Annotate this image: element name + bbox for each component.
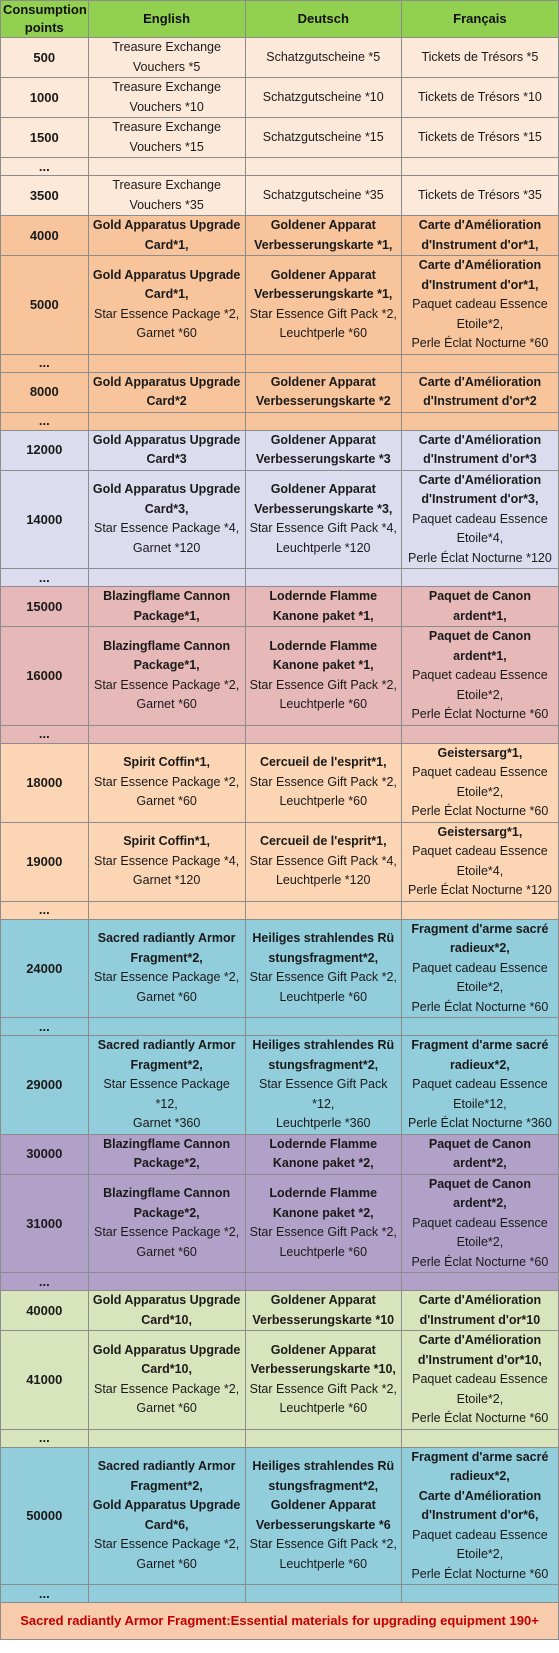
table-row: [1, 216, 559, 256]
reward-cell-de: [245, 158, 401, 176]
reward-line: Garnet *60: [136, 1244, 197, 1259]
header-francais: Français: [401, 1, 558, 38]
reward-cell-en: [88, 627, 245, 726]
reward-cell-de: [245, 1036, 401, 1135]
ellipsis-row: [1, 1018, 559, 1036]
reward-line: Spirit Coffin*1,: [123, 755, 211, 770]
reward-cell-en: [88, 1036, 245, 1135]
reward-cell-de: [245, 412, 401, 430]
points-cell: 31000: [1, 1174, 89, 1273]
reward-cell-fr: [401, 1174, 558, 1273]
points-cell: 4000: [1, 216, 89, 256]
reward-line: Star Essence Gift Pack *4,: [249, 521, 397, 536]
reward-cell-fr: [401, 1331, 558, 1430]
reward-line: Star Essence Gift Pack *4,: [249, 853, 397, 868]
ellipsis-row: [1, 412, 559, 430]
reward-line: Lodernde Flamme Kanone paket *2,: [269, 1186, 378, 1220]
reward-line: Perle Éclat Nocturne *360: [407, 1116, 552, 1130]
table-row: [1, 430, 559, 470]
reward-cell-de: [245, 919, 401, 1018]
reward-cell-en: [88, 1447, 245, 1585]
reward-cell-de: [245, 1174, 401, 1273]
reward-line: Paquet de Canon ardent*2,: [428, 1136, 531, 1170]
reward-cell-en: [88, 1331, 245, 1430]
reward-line: Leuchtperle *60: [279, 989, 368, 1004]
reward-line: Carte d'Amélioration d'Instrument d'or*10: [418, 1293, 542, 1327]
table-row: [1, 627, 559, 726]
reward-line: Leuchtperle *120: [275, 540, 371, 555]
reward-line: Gold Apparatus Upgrade Card*3: [92, 432, 241, 466]
reward-line: Star Essence Package *4,: [94, 853, 240, 868]
reward-line: Blazingflame Cannon Package*2,: [103, 1136, 231, 1170]
table-row: [1, 118, 559, 158]
reward-cell-fr: [401, 158, 558, 176]
reward-cell-fr: [401, 725, 558, 743]
reward-line: Leuchtperle *60: [279, 1244, 368, 1259]
reward-line: Heiliges strahlendes Rü stungsfragment*2,: [252, 1459, 395, 1493]
reward-cell-fr: [401, 354, 558, 372]
reward-line: Garnet *120: [132, 873, 201, 888]
ellipsis-cell: ...: [1, 1585, 89, 1603]
reward-line: Schatzgutscheine *15: [262, 129, 384, 144]
reward-line: Tickets de Trésors *5: [421, 49, 539, 64]
reward-cell-fr: [401, 470, 558, 569]
reward-cell-fr: [401, 118, 558, 158]
reward-line: Sacred radiantly Armor Fragment*2,: [97, 1038, 236, 1072]
reward-cell-de: [245, 1331, 401, 1430]
ellipsis-row: [1, 1429, 559, 1447]
reward-cell-de: [245, 256, 401, 355]
ellipsis-row: [1, 569, 559, 587]
points-cell: 3500: [1, 176, 89, 216]
table-row: [1, 38, 559, 78]
reward-line: Garnet *60: [136, 1401, 197, 1416]
reward-line: Leuchtperle *60: [279, 326, 368, 341]
table-row: [1, 1447, 559, 1585]
reward-cell-fr: [401, 1585, 558, 1603]
reward-line: Gold Apparatus Upgrade Card*6,: [92, 1498, 241, 1532]
reward-cell-de: [245, 1291, 401, 1331]
reward-line: Paquet cadeau Essence Etoile*2,: [412, 668, 548, 702]
reward-line: Star Essence Package *2,: [94, 970, 240, 985]
ellipsis-cell: ...: [1, 1429, 89, 1447]
table-row: [1, 1174, 559, 1273]
reward-line: Gold Apparatus Upgrade Card*3,: [92, 482, 241, 516]
footer-row: [1, 1603, 559, 1640]
reward-line: Tickets de Trésors *35: [417, 187, 542, 202]
reward-line: Schatzgutscheine *35: [262, 187, 384, 202]
reward-line: Garnet *60: [136, 697, 197, 712]
points-cell: 15000: [1, 587, 89, 627]
reward-cell-en: [88, 430, 245, 470]
table-row: [1, 1331, 559, 1430]
reward-table-body: [1, 38, 559, 1603]
reward-cell-fr: [401, 38, 558, 78]
table-row: [1, 256, 559, 355]
reward-cell-en: [88, 412, 245, 430]
ellipsis-cell: ...: [1, 901, 89, 919]
reward-line: Paquet cadeau Essence Etoile*2,: [412, 765, 548, 799]
table-row: [1, 1036, 559, 1135]
reward-line: Paquet cadeau Essence Etoile*12,: [412, 1077, 548, 1111]
reward-cell-de: [245, 176, 401, 216]
reward-cell-de: [245, 372, 401, 412]
reward-cell-en: [88, 1174, 245, 1273]
reward-line: Goldener Apparat Verbesserungskarte *1,: [254, 267, 393, 302]
table-row: [1, 743, 559, 822]
reward-line: Carte d'Amélioration d'Instrument d'or*2: [418, 374, 542, 408]
ellipsis-row: [1, 354, 559, 372]
reward-line: Cercueil de l'esprit*1,: [259, 834, 387, 849]
reward-cell-fr: [401, 901, 558, 919]
reward-cell-fr: [401, 1447, 558, 1585]
reward-line: Paquet de Canon ardent*1,: [428, 589, 531, 623]
reward-line: Star Essence Gift Pack *12,: [258, 1077, 388, 1111]
reward-line: Perle Éclat Nocturne *120: [407, 883, 552, 897]
reward-line: Gold Apparatus Upgrade Card*10,: [92, 1342, 241, 1377]
reward-cell-de: [245, 78, 401, 118]
reward-cell-en: [88, 1585, 245, 1603]
reward-line: Star Essence Package *2,: [94, 1381, 240, 1396]
ellipsis-cell: ...: [1, 1273, 89, 1291]
reward-cell-en: [88, 176, 245, 216]
table-row: [1, 587, 559, 627]
reward-cell-fr: [401, 256, 558, 355]
points-cell: 30000: [1, 1134, 89, 1174]
reward-line: Leuchtperle *360: [275, 1116, 371, 1130]
reward-cell-fr: [401, 430, 558, 470]
points-cell: 5000: [1, 256, 89, 355]
ellipsis-row: [1, 1273, 559, 1291]
reward-cell-fr: [401, 1291, 558, 1331]
ellipsis-cell: ...: [1, 569, 89, 587]
table-row: [1, 1291, 559, 1331]
table-row: [1, 78, 559, 118]
reward-line: Star Essence Package *4,: [94, 521, 240, 536]
reward-line: Garnet *60: [136, 794, 197, 809]
reward-cell-de: [245, 901, 401, 919]
reward-line: Star Essence Package *2,: [94, 1225, 240, 1240]
reward-line: Sacred radiantly Armor Fragment*2,: [97, 1459, 236, 1493]
reward-cell-de: [245, 1429, 401, 1447]
reward-line: Star Essence Gift Pack *2,: [249, 970, 397, 985]
reward-line: Carte d'Amélioration d'Instrument d'or*1,: [418, 258, 542, 292]
reward-cell-de: [245, 1134, 401, 1174]
reward-line: Gold Apparatus Upgrade Card*1,: [92, 218, 241, 252]
ellipsis-cell: ...: [1, 412, 89, 430]
table-row: [1, 822, 559, 901]
reward-line: Paquet cadeau Essence Etoile*2,: [412, 297, 548, 331]
reward-line: Treasure Exchange Vouchers *15: [112, 120, 221, 154]
points-cell: 50000: [1, 1447, 89, 1585]
reward-line: Leuchtperle *60: [279, 697, 368, 712]
reward-line: Star Essence Package *2,: [94, 774, 240, 789]
header-deutsch: Deutsch: [245, 1, 401, 38]
reward-line: Garnet *60: [136, 1556, 197, 1571]
reward-line: Paquet cadeau Essence Etoile*2,: [412, 960, 548, 994]
reward-cell-fr: [401, 1429, 558, 1447]
reward-cell-fr: [401, 587, 558, 627]
reward-line: Paquet cadeau Essence Etoile*4,: [412, 844, 548, 878]
reward-line: Geistersarg*1,: [437, 824, 523, 839]
table-row: [1, 470, 559, 569]
reward-cell-de: [245, 216, 401, 256]
reward-cell-en: [88, 1273, 245, 1291]
reward-line: Tickets de Trésors *10: [417, 89, 542, 104]
reward-cell-de: [245, 822, 401, 901]
reward-cell-fr: [401, 822, 558, 901]
points-cell: 1000: [1, 78, 89, 118]
reward-line: Goldener Apparat Verbesserungskarte *1,: [254, 218, 393, 252]
reward-line: Blazingflame Cannon Package*2,: [103, 1186, 231, 1220]
reward-line: Heiliges strahlendes Rü stungsfragment*2,: [252, 931, 395, 965]
reward-line: Perle Éclat Nocturne *60: [411, 336, 549, 350]
reward-line: Gold Apparatus Upgrade Card*1,: [92, 267, 241, 302]
reward-cell-fr: [401, 1134, 558, 1174]
table-row: [1, 372, 559, 412]
reward-line: Leuchtperle *60: [279, 794, 368, 809]
reward-cell-en: [88, 1018, 245, 1036]
reward-line: Paquet de Canon ardent*2,: [428, 1176, 531, 1210]
reward-cell-fr: [401, 743, 558, 822]
reward-line: Garnet *360: [132, 1116, 201, 1130]
reward-cell-en: [88, 470, 245, 569]
reward-cell-fr: [401, 176, 558, 216]
ellipsis-row: [1, 1585, 559, 1603]
reward-cell-en: [88, 587, 245, 627]
reward-cell-de: [245, 430, 401, 470]
reward-line: Treasure Exchange Vouchers *35: [112, 178, 221, 212]
ellipsis-cell: ...: [1, 158, 89, 176]
reward-cell-en: [88, 78, 245, 118]
reward-line: Star Essence Gift Pack *2,: [249, 774, 397, 789]
reward-cell-en: [88, 38, 245, 78]
reward-cell-en: [88, 822, 245, 901]
reward-line: Carte d'Amélioration d'Instrument d'or*3,: [418, 472, 542, 506]
reward-line: Fragment d'arme sacré radieux*2,: [411, 921, 549, 955]
header-row: [1, 1, 559, 38]
points-cell: 8000: [1, 372, 89, 412]
reward-line: Star Essence Package *2,: [94, 306, 240, 321]
reward-cell-fr: [401, 1018, 558, 1036]
reward-line: Leuchtperle *120: [275, 873, 371, 888]
reward-cell-en: [88, 354, 245, 372]
reward-line: Lodernde Flamme Kanone paket *1,: [269, 638, 378, 673]
reward-cell-fr: [401, 1273, 558, 1291]
reward-line: Paquet de Canon ardent*1,: [428, 629, 531, 663]
table-row: [1, 919, 559, 1018]
reward-line: Lodernde Flamme Kanone paket *1,: [269, 589, 378, 623]
reward-cell-de: [245, 1273, 401, 1291]
reward-line: Star Essence Package *2,: [94, 677, 240, 692]
reward-line: Perle Éclat Nocturne *60: [411, 707, 549, 721]
reward-cell-fr: [401, 1036, 558, 1135]
reward-line: Garnet *60: [136, 326, 197, 341]
reward-cell-de: [245, 354, 401, 372]
reward-line: Paquet cadeau Essence Etoile*2,: [412, 1372, 548, 1406]
points-cell: 500: [1, 38, 89, 78]
reward-line: Perle Éclat Nocturne *60: [411, 1566, 549, 1581]
reward-cell-en: [88, 256, 245, 355]
reward-line: Perle Éclat Nocturne *60: [411, 1254, 549, 1269]
reward-line: Sacred radiantly Armor Fragment*2,: [97, 931, 236, 965]
reward-cell-en: [88, 901, 245, 919]
ellipsis-row: [1, 158, 559, 176]
reward-cell-en: [88, 1429, 245, 1447]
reward-line: Leuchtperle *60: [279, 1401, 368, 1416]
reward-cell-en: [88, 1134, 245, 1174]
reward-line: Goldener Apparat Verbesserungskarte *2: [255, 374, 391, 408]
reward-line: Star Essence Package *12,: [103, 1077, 230, 1111]
reward-line: Goldener Apparat Verbesserungskarte *10: [252, 1293, 395, 1327]
reward-cell-de: [245, 743, 401, 822]
points-cell: 1500: [1, 118, 89, 158]
reward-line: Perle Éclat Nocturne *60: [411, 804, 549, 818]
reward-line: Spirit Coffin*1,: [123, 834, 211, 849]
reward-line: Perle Éclat Nocturne *60: [411, 1411, 549, 1425]
reward-line: Treasure Exchange Vouchers *10: [112, 80, 221, 114]
points-cell: 16000: [1, 627, 89, 726]
reward-cell-de: [245, 587, 401, 627]
reward-line: Paquet cadeau Essence Etoile*4,: [412, 511, 548, 545]
header-consumption-points: Consumption points: [1, 1, 89, 38]
reward-cell-en: [88, 919, 245, 1018]
reward-line: Fragment d'arme sacré radieux*2,: [411, 1449, 549, 1483]
reward-cell-fr: [401, 372, 558, 412]
reward-line: Goldener Apparat Verbesserungskarte *10,: [250, 1342, 396, 1377]
reward-line: Gold Apparatus Upgrade Card*2: [92, 374, 241, 408]
reward-line: Leuchtperle *60: [279, 1556, 368, 1571]
reward-line: Star Essence Gift Pack *2,: [249, 677, 397, 692]
reward-line: Fragment d'arme sacré radieux*2,: [411, 1038, 549, 1072]
reward-cell-fr: [401, 569, 558, 587]
reward-cell-en: [88, 372, 245, 412]
reward-line: Star Essence Gift Pack *2,: [249, 1225, 397, 1240]
reward-cell-en: [88, 743, 245, 822]
reward-line: Carte d'Amélioration d'Instrument d'or*6,: [418, 1488, 542, 1522]
reward-line: Cercueil de l'esprit*1,: [259, 755, 387, 770]
reward-line: Geistersarg*1,: [437, 745, 523, 760]
footer-note: Sacred radiantly Armor Fragment:Essential materials for upgrading equipment 190+: [1, 1603, 559, 1640]
reward-line: Schatzgutscheine *5: [266, 49, 381, 64]
ellipsis-cell: ...: [1, 1018, 89, 1036]
ellipsis-row: [1, 725, 559, 743]
reward-cell-de: [245, 725, 401, 743]
table-row: [1, 1134, 559, 1174]
reward-cell-fr: [401, 627, 558, 726]
reward-line: Star Essence Gift Pack *2,: [249, 1381, 397, 1396]
reward-cell-fr: [401, 412, 558, 430]
reward-cell-de: [245, 1447, 401, 1585]
reward-line: Carte d'Amélioration d'Instrument d'or*3: [418, 432, 542, 466]
points-cell: 12000: [1, 430, 89, 470]
reward-cell-en: [88, 569, 245, 587]
reward-cell-de: [245, 1585, 401, 1603]
reward-cell-de: [245, 38, 401, 78]
reward-line: Garnet *60: [136, 989, 197, 1004]
reward-cell-en: [88, 118, 245, 158]
ellipsis-cell: ...: [1, 725, 89, 743]
reward-line: Goldener Apparat Verbesserungskarte *3,: [254, 482, 393, 516]
reward-cell-de: [245, 1018, 401, 1036]
points-cell: 19000: [1, 822, 89, 901]
reward-line: Lodernde Flamme Kanone paket *2,: [269, 1136, 378, 1170]
reward-line: Star Essence Gift Pack *2,: [249, 306, 397, 321]
points-cell: 14000: [1, 470, 89, 569]
header-english: English: [88, 1, 245, 38]
ellipsis-row: [1, 901, 559, 919]
points-cell: 18000: [1, 743, 89, 822]
reward-line: Perle Éclat Nocturne *60: [411, 999, 549, 1014]
reward-cell-en: [88, 158, 245, 176]
reward-cell-de: [245, 470, 401, 569]
reward-line: Blazingflame Cannon Package*1,: [103, 589, 231, 623]
reward-cell-en: [88, 725, 245, 743]
reward-line: Goldener Apparat Verbesserungskarte *3: [255, 432, 391, 466]
ellipsis-cell: ...: [1, 354, 89, 372]
reward-cell-fr: [401, 216, 558, 256]
reward-cell-en: [88, 1291, 245, 1331]
points-cell: 40000: [1, 1291, 89, 1331]
points-cell: 24000: [1, 919, 89, 1018]
reward-line: Heiliges strahlendes Rü stungsfragment*2,: [252, 1038, 395, 1072]
reward-cell-de: [245, 118, 401, 158]
reward-line: Carte d'Amélioration d'Instrument d'or*1,: [418, 218, 542, 252]
reward-cell-en: [88, 216, 245, 256]
reward-line: Star Essence Package *2,: [94, 1537, 240, 1552]
reward-line: Star Essence Gift Pack *2,: [249, 1537, 397, 1552]
points-cell: 41000: [1, 1331, 89, 1430]
table-row: [1, 176, 559, 216]
reward-line: Gold Apparatus Upgrade Card*10,: [92, 1293, 241, 1327]
reward-line: Tickets de Trésors *15: [417, 129, 542, 144]
reward-line: Goldener Apparat Verbesserungskarte *6: [255, 1498, 391, 1532]
reward-cell-fr: [401, 919, 558, 1018]
reward-line: Treasure Exchange Vouchers *5: [112, 40, 221, 74]
reward-line: Garnet *120: [132, 540, 201, 555]
points-cell: 29000: [1, 1036, 89, 1135]
reward-cell-de: [245, 627, 401, 726]
reward-line: Blazingflame Cannon Package*1,: [103, 638, 231, 673]
reward-line: Paquet cadeau Essence Etoile*2,: [412, 1527, 548, 1561]
reward-line: Paquet cadeau Essence Etoile*2,: [412, 1215, 548, 1249]
reward-line: Carte d'Amélioration d'Instrument d'or*10,: [417, 1333, 542, 1367]
reward-cell-fr: [401, 78, 558, 118]
reward-line: Schatzgutscheine *10: [262, 89, 384, 104]
reward-cell-de: [245, 569, 401, 587]
reward-line: Perle Éclat Nocturne *120: [407, 550, 552, 565]
